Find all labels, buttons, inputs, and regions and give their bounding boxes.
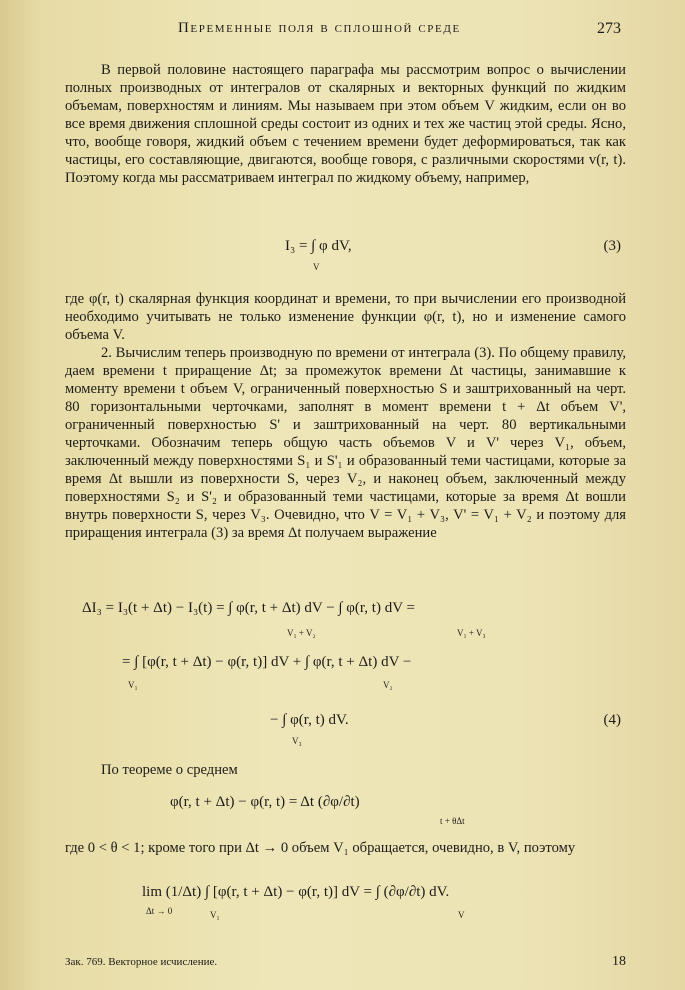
equation-3-body: I₃ = ∫ φ dV, [285, 238, 352, 254]
equation-mean-value-body: φ(r, t + Δt) − φ(r, t) = Δt (∂φ/∂t) [170, 794, 360, 810]
page-number: 273 [597, 20, 621, 37]
equation-4-line-2-body: = ∫ [φ(r, t + Δt) − φ(r, t)] dV + ∫ φ(r, t + Δt) dV − [122, 654, 412, 670]
paragraph-2: где φ(r, t) скалярная функция координат и времени, то при вычислении его производной необходимо учитывать не только изменение функции φ(r, t), но и изменение самого объема V. [65, 291, 626, 343]
running-header [0, 20, 685, 44]
paragraph-5: где 0 < θ < 1; кроме того при Δt → 0 объем V₁ обращается, очевидно, в V, поэтому [65, 840, 576, 856]
equation-3-number: (3) [603, 238, 621, 254]
equation-4-line-1-body: ΔI₃ = I₃(t + Δt) − I₃(t) = ∫ φ(r, t + Δt) dV − ∫ φ(r, t) dV = [82, 600, 415, 616]
equation-3-limit: V [313, 262, 320, 272]
running-title: Переменные поля в сплошной среде [178, 20, 461, 36]
equation-4-line-1-limit-a: V₁ + V₂ [287, 628, 316, 638]
printer-note: Зак. 769. Векторное исчисление. [65, 956, 218, 968]
footer [65, 956, 626, 968]
equation-limit-body: lim (1/Δt) ∫ [φ(r, t + Δt) − φ(r, t)] dV = ∫ (∂φ/∂t) dV. [142, 884, 450, 900]
equation-4-number: (4) [603, 712, 621, 728]
signature-mark: 18 [612, 954, 626, 969]
paragraph-1: В первой половине настоящего параграфа мы рассмотрим вопрос о вычислении полных производных от интегралов от скалярных и векторных функций по жидким объемам, поверхностям и линиям. Мы называем при этом объем V жидким, если он во все время движения сплошной среды состоит из одних и тех же частиц этой среды. Ясно, что, вообще говоря, жидкий объем с течением времени будет деформироваться, так как частицы, его составляющие, двигаются, вообще говоря, с различными скоростями v(r, t). Поэтому когда мы рассматриваем интеграл по жидкому объему, например, [65, 62, 626, 186]
equation-4-line-2-limit-b: V₂ [383, 680, 393, 690]
equation-limit-limit-b: V [458, 910, 465, 920]
equation-mean-value-subscript: t + θΔt [440, 816, 465, 826]
equation-4-line-3-body: − ∫ φ(r, t) dV. [270, 712, 349, 728]
equation-4-line-3-limit: V₃ [292, 736, 302, 746]
equation-4-line-2-limit-a: V₁ [128, 680, 138, 690]
paragraph-3: 2. Вычислим теперь производную по времени от интеграла (3). По общему правилу, даем времени t приращение Δt; за промежуток времени Δt частицы, занимавшие к моменту времени t объем V, ограниченный поверхностью S и заштрихованный на черт. 80 горизонтальными черточками, заполнят в момент времени t + Δt объем V', ограниченный поверхностью S' и заштрихованный на черт. 80 вертикальными черточками. Обозначим теперь общую часть объемов V и V' через V₁, объем, заключенный между поверхностями S₁ и S'₁ и образованный теми частицами, которые за время Δt вышли из поверхности S, через V₂, и наконец объем, заключенный между поверхностями S₂ и S'₂ и образованный теми частицами, которые за время Δt вошли внутрь поверхности S, через V₃. Очевидно, что V = V₁ + V₃, V' = V₁ + V₂ и поэтому для приращения интеграла (3) за время Δt получаем выражение [65, 345, 626, 541]
paragraph-4: По теореме о среднем [101, 762, 238, 778]
equation-limit-lim-subscript: Δt → 0 [146, 906, 173, 916]
equation-limit-limit-a: V₁ [210, 910, 220, 920]
equation-4-line-1-limit-b: V₁ + V₃ [457, 628, 486, 638]
